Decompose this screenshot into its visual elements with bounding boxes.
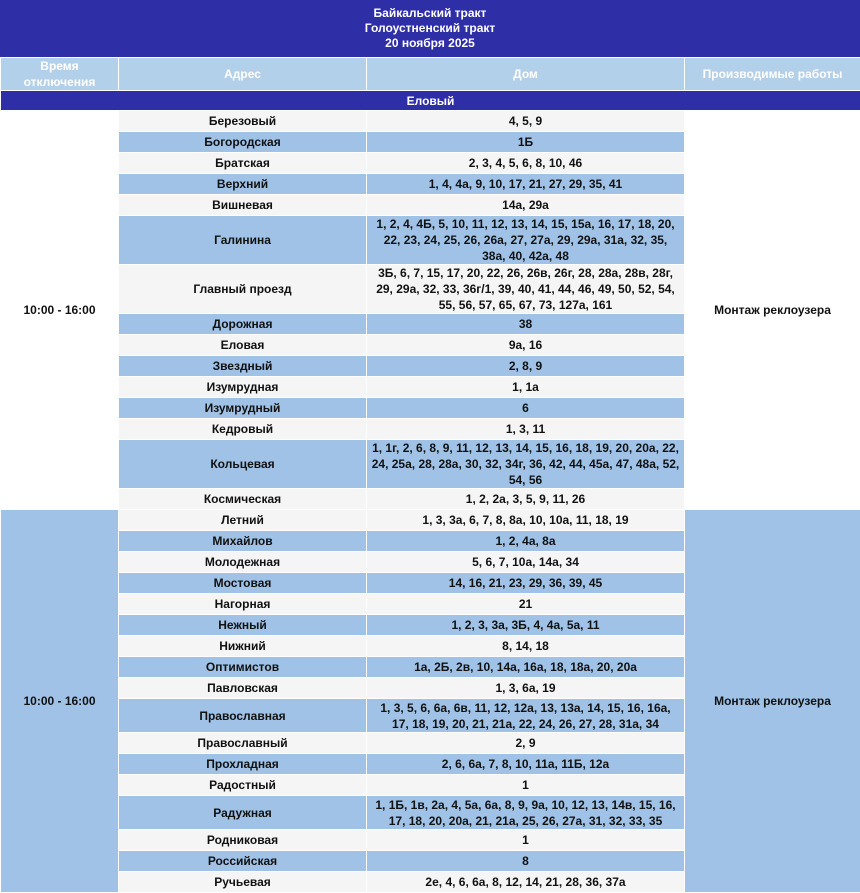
house-numbers: 1, 3, 5, 6, 6а, 6в, 11, 12, 12а, 13, 13а, 14, 15, 16, 16а, 17, 18, 19, 20, 21, 21а, 22, 24, 26, 27, 28, 31а, 34 xyxy=(367,699,685,733)
house-numbers: 1, 1Б, 1в, 2а, 4, 5а, 6а, 8, 9, 9а, 10, 12, 13, 14в, 15, 16, 17, 18, 20, 20а, 21, 21а, 25, 26, 27а, 31, 32, 33, 35 xyxy=(367,796,685,830)
house-numbers: 1, 1г, 2, 6, 8, 9, 11, 12, 13, 14, 15, 16, 18, 19, 20, 20а, 22, 24, 25а, 28, 28а, 30, 32, 34г, 36, 42, 44, 45а, 47, 48а, 52, 54, 56 xyxy=(367,440,685,489)
house-numbers: 1, 3, 3а, 6, 7, 8, 8а, 10, 10а, 11, 18, 19 xyxy=(367,510,685,531)
street-name: Православный xyxy=(119,733,367,754)
street-name: Мостовая xyxy=(119,573,367,594)
street-name: Еловая xyxy=(119,335,367,356)
street-name: Радужная xyxy=(119,796,367,830)
work-description: Монтаж реклоузера xyxy=(685,510,860,893)
house-numbers: 6 xyxy=(367,398,685,419)
house-numbers: 2, 9 xyxy=(367,733,685,754)
street-name: Михайлов xyxy=(119,531,367,552)
street-name: Кольцевая xyxy=(119,440,367,489)
street-name: Нижний xyxy=(119,636,367,657)
street-name: Изумрудный xyxy=(119,398,367,419)
house-numbers: 5, 6, 7, 10а, 14а, 34 xyxy=(367,552,685,573)
house-numbers: 1, 2, 3, 3а, 3Б, 4, 4а, 5а, 11 xyxy=(367,615,685,636)
street-name: Радостный xyxy=(119,775,367,796)
outage-time: 10:00 - 16:00 xyxy=(1,510,119,893)
street-name: Братская xyxy=(119,153,367,174)
street-name: Оптимистов xyxy=(119,657,367,678)
header-date: 20 ноября 2025 xyxy=(385,36,475,51)
house-numbers: 1, 2, 2а, 3, 5, 9, 11, 26 xyxy=(367,489,685,510)
house-numbers: 1 xyxy=(367,775,685,796)
street-name: Космическая xyxy=(119,489,367,510)
col-time-header: Время отключения xyxy=(1,58,119,91)
house-numbers: 21 xyxy=(367,594,685,615)
street-name: Богородская xyxy=(119,132,367,153)
house-numbers: 1, 3, 11 xyxy=(367,419,685,440)
street-name: Кедровый xyxy=(119,419,367,440)
page-header xyxy=(0,0,860,57)
street-name: Березовый xyxy=(119,111,367,132)
table-row xyxy=(1,510,860,531)
house-numbers: 8 xyxy=(367,851,685,872)
house-numbers: 9а, 16 xyxy=(367,335,685,356)
street-name: Павловская xyxy=(119,678,367,699)
house-numbers: 1, 1а xyxy=(367,377,685,398)
street-name: Звездный xyxy=(119,356,367,377)
locality-name: Еловый xyxy=(1,91,860,111)
house-numbers: 3Б, 6, 7, 15, 17, 20, 22, 26, 26в, 26г, 28, 28а, 28в, 28г, 29, 29а, 32, 33, 36г/1, 39, 40, 41, 44, 46, 49, 50, 52, 54, 55, 56, 57, 65, 67, 73, 127а, 161 xyxy=(367,265,685,314)
house-numbers: 1а, 2Б, 2в, 10, 14а, 16а, 18, 18а, 20, 20а xyxy=(367,657,685,678)
outage-table xyxy=(0,57,860,893)
house-numbers: 14а, 29а xyxy=(367,195,685,216)
house-numbers: 38 xyxy=(367,314,685,335)
house-numbers: 1, 3, 6а, 19 xyxy=(367,678,685,699)
street-name: Нагорная xyxy=(119,594,367,615)
house-numbers: 1 xyxy=(367,830,685,851)
street-name: Вишневая xyxy=(119,195,367,216)
house-numbers: 2, 8, 9 xyxy=(367,356,685,377)
street-name: Галинина xyxy=(119,216,367,265)
house-numbers: 4, 5, 9 xyxy=(367,111,685,132)
house-numbers: 1, 2, 4а, 8а xyxy=(367,531,685,552)
street-name: Родниковая xyxy=(119,830,367,851)
street-name: Прохладная xyxy=(119,754,367,775)
house-numbers: 1Б xyxy=(367,132,685,153)
street-name: Главный проезд xyxy=(119,265,367,314)
house-numbers: 2е, 4, 6, 6а, 8, 12, 14, 21, 28, 36, 37а xyxy=(367,872,685,893)
street-name: Российская xyxy=(119,851,367,872)
street-name: Ручьевая xyxy=(119,872,367,893)
house-numbers: 2, 6, 6а, 7, 8, 10, 11а, 11Б, 12а xyxy=(367,754,685,775)
house-numbers: 2, 3, 4, 5, 6, 8, 10, 46 xyxy=(367,153,685,174)
street-name: Дорожная xyxy=(119,314,367,335)
street-name: Православная xyxy=(119,699,367,733)
column-header-row xyxy=(1,58,860,91)
col-house-header: Дом xyxy=(367,58,685,91)
street-name: Молодежная xyxy=(119,552,367,573)
street-name: Верхний xyxy=(119,174,367,195)
house-numbers: 8, 14, 18 xyxy=(367,636,685,657)
outage-time: 10:00 - 16:00 xyxy=(1,111,119,510)
street-name: Летний xyxy=(119,510,367,531)
header-title: Байкальский тракт xyxy=(374,6,487,21)
street-name: Изумрудная xyxy=(119,377,367,398)
house-numbers: 1, 2, 4, 4Б, 5, 10, 11, 12, 13, 14, 15, 15а, 16, 17, 18, 20, 22, 23, 24, 25, 26, 26а, 27, 27а, 29, 29а, 31а, 32, 35, 38а, 40, 42а, 48 xyxy=(367,216,685,265)
col-address-header: Адрес xyxy=(119,58,367,91)
house-numbers: 1, 4, 4а, 9, 10, 17, 21, 27, 29, 35, 41 xyxy=(367,174,685,195)
street-name: Нежный xyxy=(119,615,367,636)
locality-row xyxy=(1,91,860,111)
table-row xyxy=(1,111,860,132)
work-description: Монтаж реклоузера xyxy=(685,111,860,510)
header-subtitle: Голоустненский тракт xyxy=(365,21,496,36)
col-works-header: Производимые работы xyxy=(685,58,860,91)
house-numbers: 14, 16, 21, 23, 29, 36, 39, 45 xyxy=(367,573,685,594)
